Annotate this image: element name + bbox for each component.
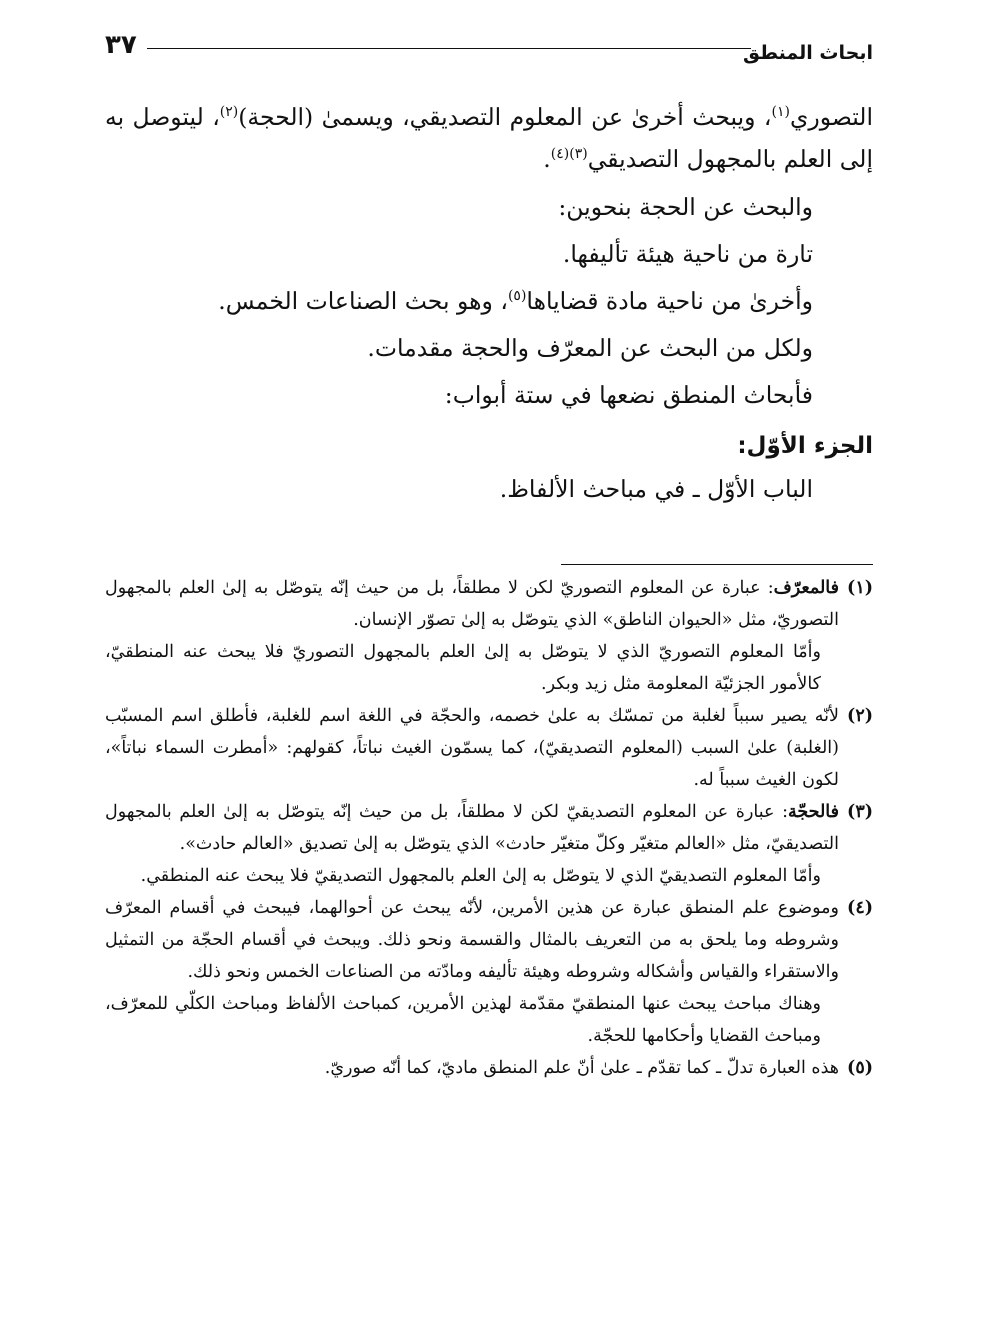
footnote-body	[105, 796, 839, 892]
footnotes	[105, 572, 873, 1084]
footnote-2	[105, 700, 873, 796]
footnote-3	[105, 796, 873, 892]
footnote-number: (٥)	[847, 1058, 873, 1078]
footnote-extra: وأمّا المعلوم التصوريّ الذي لا يتوصّل به إلىٰ العلم بالمجهول التصوريّ فلا يبحث عنه المنطقيّ، كالأمور الجزئيّة المعلومة مثل زيد وبكر.	[105, 642, 821, 694]
text-run: وأخرىٰ من ناحية مادة قضاياها	[526, 287, 813, 315]
text-run: .	[543, 145, 551, 173]
text-run: ، ليتوصل به إلى العلم بالمجهول التصديقي	[105, 103, 873, 173]
line-two-ways: والبحث عن الحجة بنحوين:	[558, 193, 813, 221]
footnote-body	[105, 700, 839, 796]
footnote-definition: : عبارة عن المعلوم التصديقيّ لكن لا مطلقاً، بل من حيث إنّه يتوصّل به إلىٰ العلم بالمجهول التصديقيّ، مثل «العالم متغيّر وكلّ متغيّر حادث» الذي يتوصّل به إلىٰ تصديق «العالم حادث».	[105, 802, 839, 854]
footnote-term: فالمعرّف	[773, 578, 839, 598]
header-rule	[147, 48, 751, 49]
footnote-ref[interactable]: (٣)(٤)	[550, 146, 588, 163]
footnote-text	[105, 572, 839, 636]
footnote-number: (٣)	[847, 802, 873, 822]
footnote-1	[105, 572, 873, 700]
page-number: ٣٧	[105, 30, 137, 60]
footnote-term: فالحجّة	[787, 802, 839, 822]
footnote-number: (٢)	[847, 706, 873, 726]
footnote-body	[105, 1052, 839, 1084]
footnote-ref[interactable]: (١)	[771, 104, 790, 121]
text-run: ، ويبحث أخرىٰ عن المعلوم التصديقي، ويسمىٰ (الحجة)	[238, 103, 772, 131]
header-title: ابحاث المنطق	[743, 42, 873, 64]
running-header	[105, 30, 873, 70]
footnote-ref[interactable]: (٢)	[219, 104, 239, 121]
footnote-definition: : عبارة عن المعلوم التصوريّ لكن لا مطلقاً، بل من حيث إنّه يتوصّل به إلىٰ العلم بالمجهول التصوريّ، مثل «الحيوان الناطق» الذي يتوصّل به إلىٰ تصوّر الإنسان.	[105, 578, 839, 630]
footnote-text: لأنّه يصير سبباً لغلبة من تمسّك به علىٰ خصمه، والحجّة في اللغة اسم للغلبة، فأطلق اسم المسبّب (الغلبة) علىٰ السبب (المعلوم التصديقيّ)، كما يسمّون الغيث نباتاً، كقولهم: «أمطرت السماء نباتاً»، لكون الغيث سبباً له.	[105, 706, 839, 790]
text-run: ، وهو بحث الصناعات الخمس.	[218, 287, 508, 315]
footnote-extra: وأمّا المعلوم التصديقيّ الذي لا يتوصّل به إلىٰ العلم بالمجهول التصديقيّ فلا يبحث عنه المنطقي.	[140, 866, 821, 886]
paragraph-intro	[105, 96, 873, 180]
line-matter	[105, 278, 873, 325]
chapter-one: الباب الأوّل ـ في مباحث الألفاظ.	[499, 475, 813, 503]
line-form: تارة من ناحية هيئة تأليفها.	[562, 240, 813, 268]
footnote-text	[105, 796, 839, 860]
footnote-text: هذه العبارة تدلّ ـ كما تقدّم ـ علىٰ أنّ علم المنطق ماديّ، كما أنّه صوريّ.	[324, 1058, 839, 1078]
text-run: التصوري	[789, 103, 873, 131]
footnote-body	[105, 572, 839, 700]
footnote-text: وموضوع علم المنطق عبارة عن هذين الأمرين، لأنّه يبحث عن أحوالهما، فيبحث في أقسام المعرّف وشروطه وما يلحق به من التعريف بالمثال والقسمة ونحو ذلك. ويبحث في أقسام الحجّة من التمثيل والاستقراء والقياس وأشكاله وشروطه وهيئة تأليفه ومادّته من الصناعات الخمس ونحو ذلك.	[105, 898, 839, 982]
footnote-ref[interactable]: (٥)	[507, 288, 527, 305]
section-heading: الجزء الأوّل:	[737, 433, 873, 459]
footnote-number: (٤)	[847, 898, 873, 918]
footnote-body	[105, 892, 839, 1052]
line-intro: ولكل من البحث عن المعرّف والحجة مقدمات.	[367, 334, 813, 362]
line-chapters: فأبحاث المنطق نضعها في ستة أبواب:	[444, 381, 813, 409]
footnote-separator	[561, 564, 873, 565]
main-text	[105, 96, 873, 511]
footnote-extra: وهناك مباحث يبحث عنها المنطقيّ مقدّمة لهذين الأمرين، كمباحث الألفاظ ومباحث الكلّي للمعرّف، ومباحث القضايا وأحكامها للحجّة.	[105, 994, 821, 1046]
footnote-5	[105, 1052, 873, 1084]
footnote-number: (١)	[847, 578, 873, 598]
footnote-4	[105, 892, 873, 1052]
